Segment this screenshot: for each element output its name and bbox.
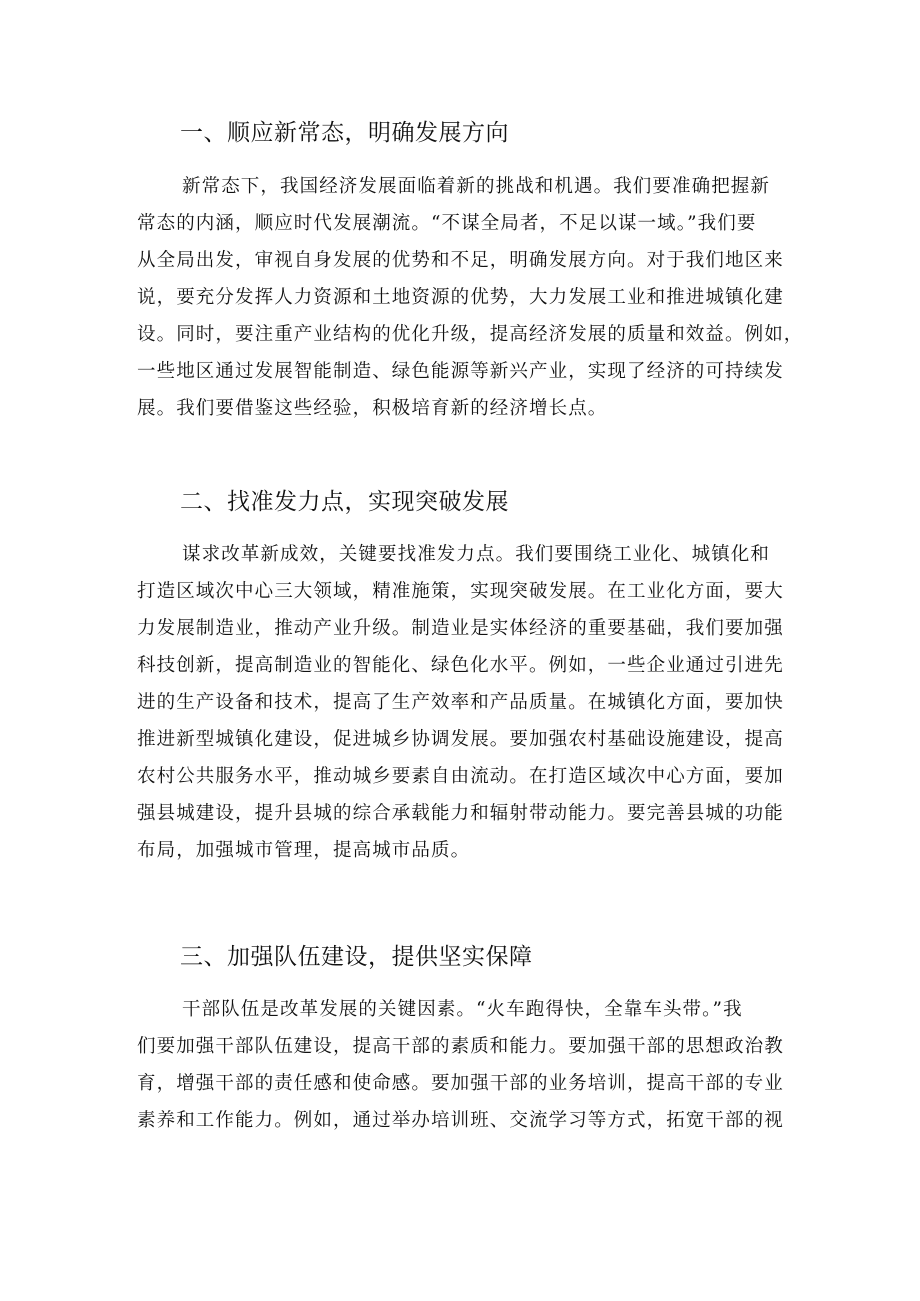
- paragraph-line: 干部队伍是改革发展的关键因素。“火车跑得快，全靠车头带。”我: [182, 999, 743, 1020]
- paragraph-line: 新常态下，我国经济发展面临着新的挑战和机遇。我们要准确把握新: [182, 176, 771, 197]
- paragraph-line: 说，要充分发挥人力资源和土地资源的优势，大力发展工业和推进城镇化建: [137, 287, 784, 308]
- paragraph-line: 打造区域次中心三大领域，精准施策，实现突破发展。在工业化方面，要大: [137, 581, 784, 602]
- paragraph-line: 育，增强干部的责任感和使命感。要加强干部的业务培训，提高干部的专业: [137, 1073, 784, 1094]
- section-2-paragraph: [137, 536, 797, 869]
- paragraph-line: 素养和工作能力。例如，通过举办培训班、交流学习等方式，拓宽干部的视: [137, 1110, 784, 1131]
- section-1-heading: 一、顺应新常态，明确发展方向: [180, 120, 509, 146]
- paragraph-line: 进的生产设备和技术，提高了生产效率和产品质量。在城镇化方面，要加快: [137, 692, 784, 713]
- paragraph-line: 们要加强干部队伍建设，提高干部的素质和能力。要加强干部的思想政治教: [137, 1036, 784, 1057]
- section-2-heading: 二、找准发力点，实现突破发展: [180, 489, 509, 515]
- paragraph-line: 从全局出发，审视自身发展的优势和不足，明确发展方向。对于我们地区来: [137, 250, 784, 271]
- section-3-heading: 三、加强队伍建设，提供坚实保障: [180, 944, 533, 970]
- paragraph-line: 农村公共服务水平，推动城乡要素自由流动。在打造区域次中心方面，要加: [137, 766, 784, 787]
- paragraph-line: 设。同时，要注重产业结构的优化升级，提高经济发展的质量和效益。例如，: [137, 324, 804, 345]
- paragraph-line: 推进新型城镇化建设，促进城乡协调发展。要加强农村基础设施建设，提高: [137, 729, 784, 750]
- paragraph-line: 布局，加强城市管理，提高城市品质。: [137, 840, 471, 861]
- section-3-paragraph: [137, 991, 797, 1139]
- paragraph-line: 展。我们要借鉴这些经验，积极培育新的经济增长点。: [137, 398, 608, 419]
- paragraph-line: 强县城建设，提升县城的综合承载能力和辐射带动能力。要完善县城的功能: [137, 803, 784, 824]
- paragraph-line: 常态的内涵，顺应时代发展潮流。“不谋全局者，不足以谋一域。”我们要: [137, 213, 757, 234]
- paragraph-line: 科技创新，提高制造业的智能化、绿色化水平。例如，一些企业通过引进先: [137, 655, 784, 676]
- section-1-paragraph: [137, 168, 804, 427]
- paragraph-line: 一些地区通过发展智能制造、绿色能源等新兴产业，实现了经济的可持续发: [137, 361, 784, 382]
- paragraph-line: 力发展制造业，推动产业升级。制造业是实体经济的重要基础，我们要加强: [137, 618, 784, 639]
- paragraph-line: 谋求改革新成效，关键要找准发力点。我们要围绕工业化、城镇化和: [182, 544, 771, 565]
